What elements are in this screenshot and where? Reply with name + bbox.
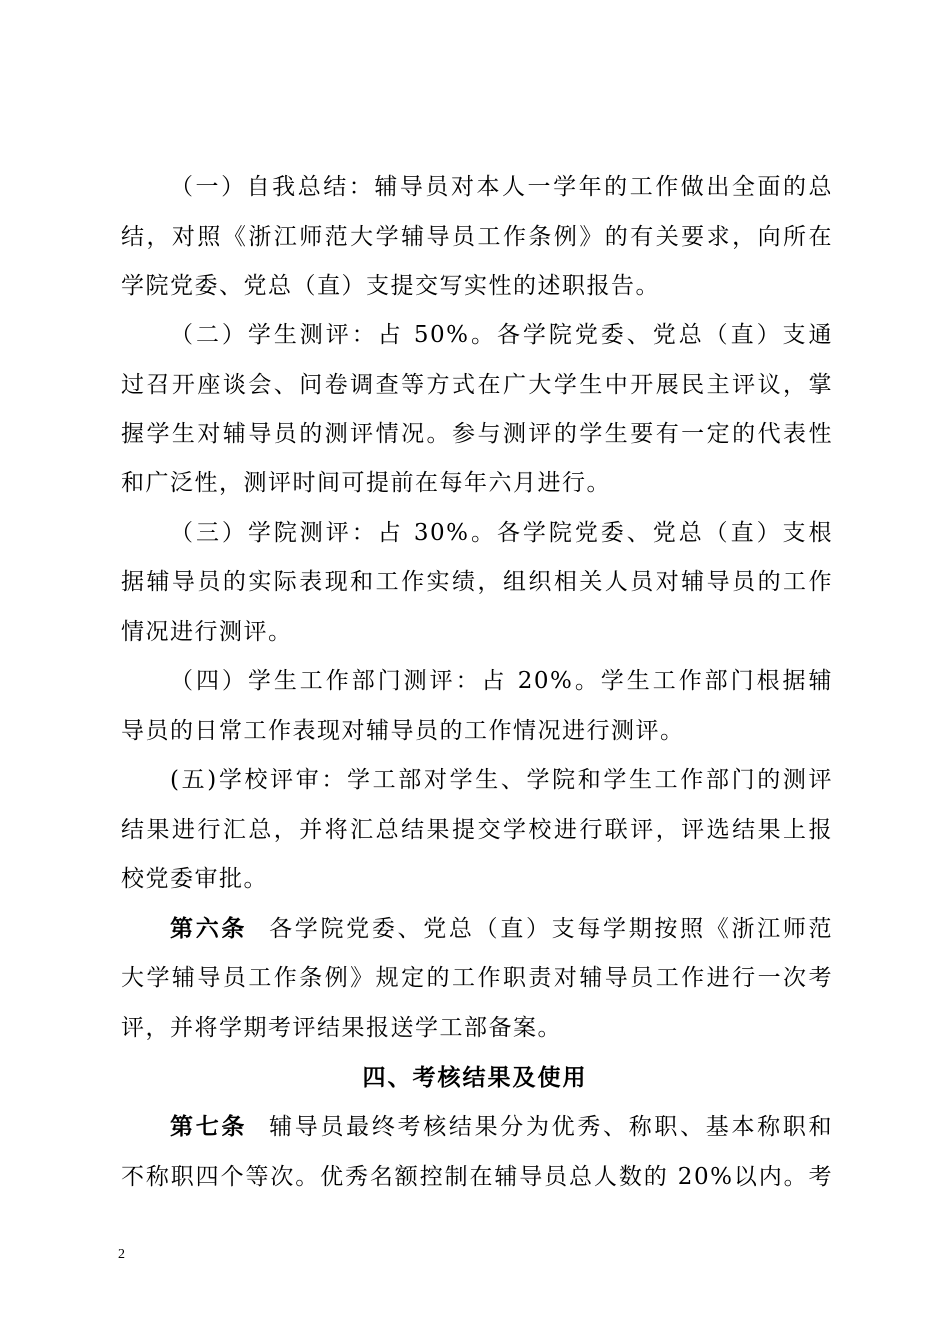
article-six-label: 第六条: [170, 916, 248, 942]
page-number: 2: [118, 1247, 125, 1262]
paragraph-line: 评，并将学期考评结果报送学工部备案。: [121, 1015, 562, 1041]
article-seven-line: [170, 1112, 833, 1142]
article-seven-text: 辅导员最终考核结果分为优秀、称职、基本称职和: [269, 1114, 833, 1140]
paragraph-line: 结，对照《浙江师范大学辅导员工作条例》的有关要求，向所在: [121, 224, 833, 250]
article-six-text: 各学院党委、党总（直）支每学期按照《浙江师范: [269, 916, 833, 942]
paragraph-line: 导员的日常工作表现对辅导员的工作情况进行测评。: [121, 718, 685, 744]
paragraph-line: （三）学院测评：占 30%。各学院党委、党总（直）支根: [170, 520, 833, 546]
section-heading: 四、考核结果及使用: [362, 1065, 588, 1091]
article-seven-label: 第七条: [170, 1114, 248, 1140]
paragraph-line: (五)学校评审：学工部对学生、学院和学生工作部门的测评: [170, 767, 833, 793]
paragraph-line: （四）学生工作部门测评：占 20%。学生工作部门根据辅: [170, 668, 833, 694]
paragraph-line: 过召开座谈会、问卷调查等方式在广大学生中开展民主评议，掌: [121, 372, 833, 398]
paragraph-line: （一）自我总结：辅导员对本人一学年的工作做出全面的总: [170, 174, 833, 200]
paragraph-line: 情况进行测评。: [121, 619, 293, 645]
article-six-line: [170, 914, 833, 944]
paragraph-line: 握学生对辅导员的测评情况。参与测评的学生要有一定的代表性: [121, 421, 833, 447]
paragraph-line: （二）学生测评：占 50%。各学院党委、党总（直）支通: [170, 322, 833, 348]
paragraph-line: 校党委审批。: [121, 866, 268, 892]
paragraph-line: 大学辅导员工作条例》规定的工作职责对辅导员工作进行一次考: [121, 965, 833, 991]
paragraph-line: 不称职四个等次。优秀名额控制在辅导员总人数的 20%以内。考: [121, 1164, 833, 1190]
paragraph-line: 和广泛性，测评时间可提前在每年六月进行。: [121, 470, 611, 496]
paragraph-line: 结果进行汇总，并将汇总结果提交学校进行联评，评选结果上报: [121, 817, 833, 843]
paragraph-line: 学院党委、党总（直）支提交写实性的述职报告。: [121, 273, 660, 299]
paragraph-line: 据辅导员的实际表现和工作实绩，组织相关人员对辅导员的工作: [121, 569, 833, 595]
